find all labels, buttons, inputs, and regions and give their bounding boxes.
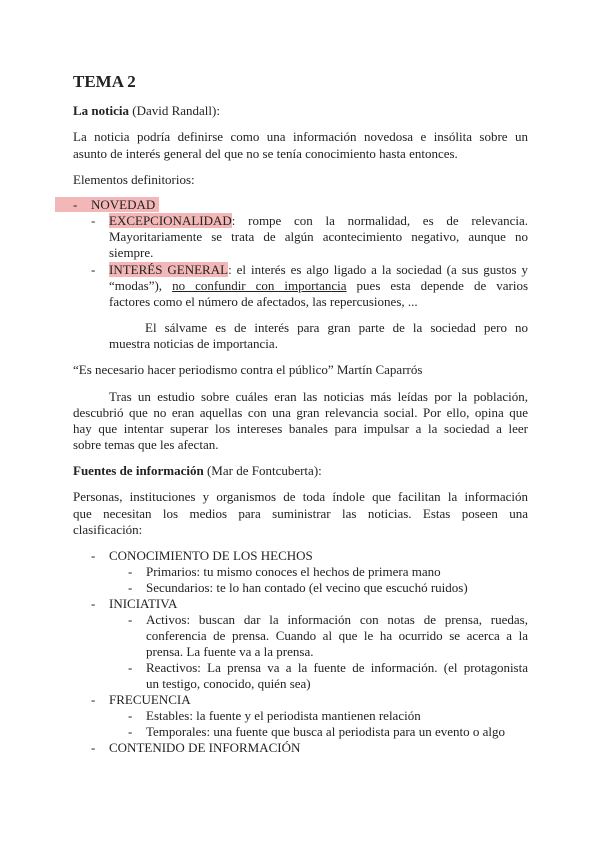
elements-label: Elementos definitorios:: [73, 172, 195, 187]
sub-secundarios: - Secundarios: te lo han contado (el vecino que escuchó ruidos): [128, 580, 468, 595]
noticia-heading-line: [73, 103, 220, 119]
noticia-heading: La noticia: [73, 103, 129, 118]
example-line-2: muestra noticias de importancia.: [109, 336, 278, 351]
class-frecuencia: - FRECUENCIA: [91, 692, 191, 707]
study-line-1: Tras un estudio sobre cuáles eran las noticias más leídas por la población,: [109, 389, 528, 404]
class-conocimiento: - CONOCIMIENTO DE LOS HECHOS: [91, 548, 313, 563]
fuentes-intro-line-3: clasificación:: [73, 522, 143, 537]
noticia-author: (David Randall):: [128, 103, 220, 118]
sub-estables: - Estables: la fuente y el periodista mantienen relación: [128, 708, 421, 723]
list-item-excepcionalidad: - EXCEPCIONALIDAD: rompe con la normalidad, es de relevancia. Mayoritariamente se trata de algún acontecimiento negativo, aunque no siempre.: [91, 213, 528, 260]
fuentes-intro-line-1: Personas, instituciones y organismos de toda índole que facilitan la información: [73, 489, 528, 504]
study-line-2: descubrió que no eran aquellas con una gran relevancia social. Por ello, opina que: [73, 405, 528, 420]
noticia-definition-line-2: asunto de interés general del que no se tenía conocimiento hasta entonces.: [73, 146, 458, 161]
study-line-4: sobre temas que les afectan.: [73, 437, 219, 452]
sub-activos: - Activos: buscan dar la información con notas de prensa, ruedas, conferencia de prensa. Cuando al que le ha ocurrido se acerca a la prensa. La fuente va a la prensa.: [128, 612, 528, 659]
fuentes-heading-line: [73, 463, 322, 479]
fuentes-intro-line-2: que necesitan los medios para suministrar las noticias. Estas poseen una: [73, 506, 528, 521]
page-title: TEMA 2: [73, 72, 136, 91]
fuentes-heading: Fuentes de información: [73, 463, 204, 478]
sub-reactivos: - Reactivos: La prensa va a la fuente de información. (el protagonista un testigo, conocido, quién sea): [128, 660, 528, 691]
class-contenido: - CONTENIDO DE INFORMACIÓN: [91, 740, 301, 755]
highlighted-term: INTERÉS GENERAL: [109, 262, 229, 277]
list-item-novedad: [73, 197, 195, 213]
study-line-3: hay que intentar superar los intereses banales para impulsar a la sociedad a leer: [73, 421, 528, 436]
highlighted-term: - NOVEDAD: [55, 197, 159, 212]
noticia-definition-line-1: La noticia podría definirse como una información novedosa e insólita sobre un: [73, 129, 528, 144]
sub-primarios: - Primarios: tu mismo conoces el hechos de primera mano: [128, 564, 441, 579]
highlighted-term: EXCEPCIONALIDAD: [109, 213, 232, 228]
example-line-1: El sálvame es de interés para gran parte de la sociedad pero no: [145, 320, 528, 335]
list-item-interes-general: - INTERÉS GENERAL: el interés es algo ligado a la sociedad (a sus gustos y “modas”), no confundir con importancia pues esta depende de varios factores como el número de afectados, las repercusiones, ...: [91, 262, 528, 309]
underlined-text: no confundir con importancia: [172, 278, 347, 293]
quote: “Es necesario hacer periodismo contra el público” Martín Caparrós: [73, 362, 423, 377]
sub-temporales: - Temporales: una fuente que busca al periodista para un evento o algo: [128, 724, 505, 739]
class-iniciativa: - INICIATIVA: [91, 596, 178, 611]
fuentes-author: (Mar de Fontcuberta):: [203, 463, 322, 478]
